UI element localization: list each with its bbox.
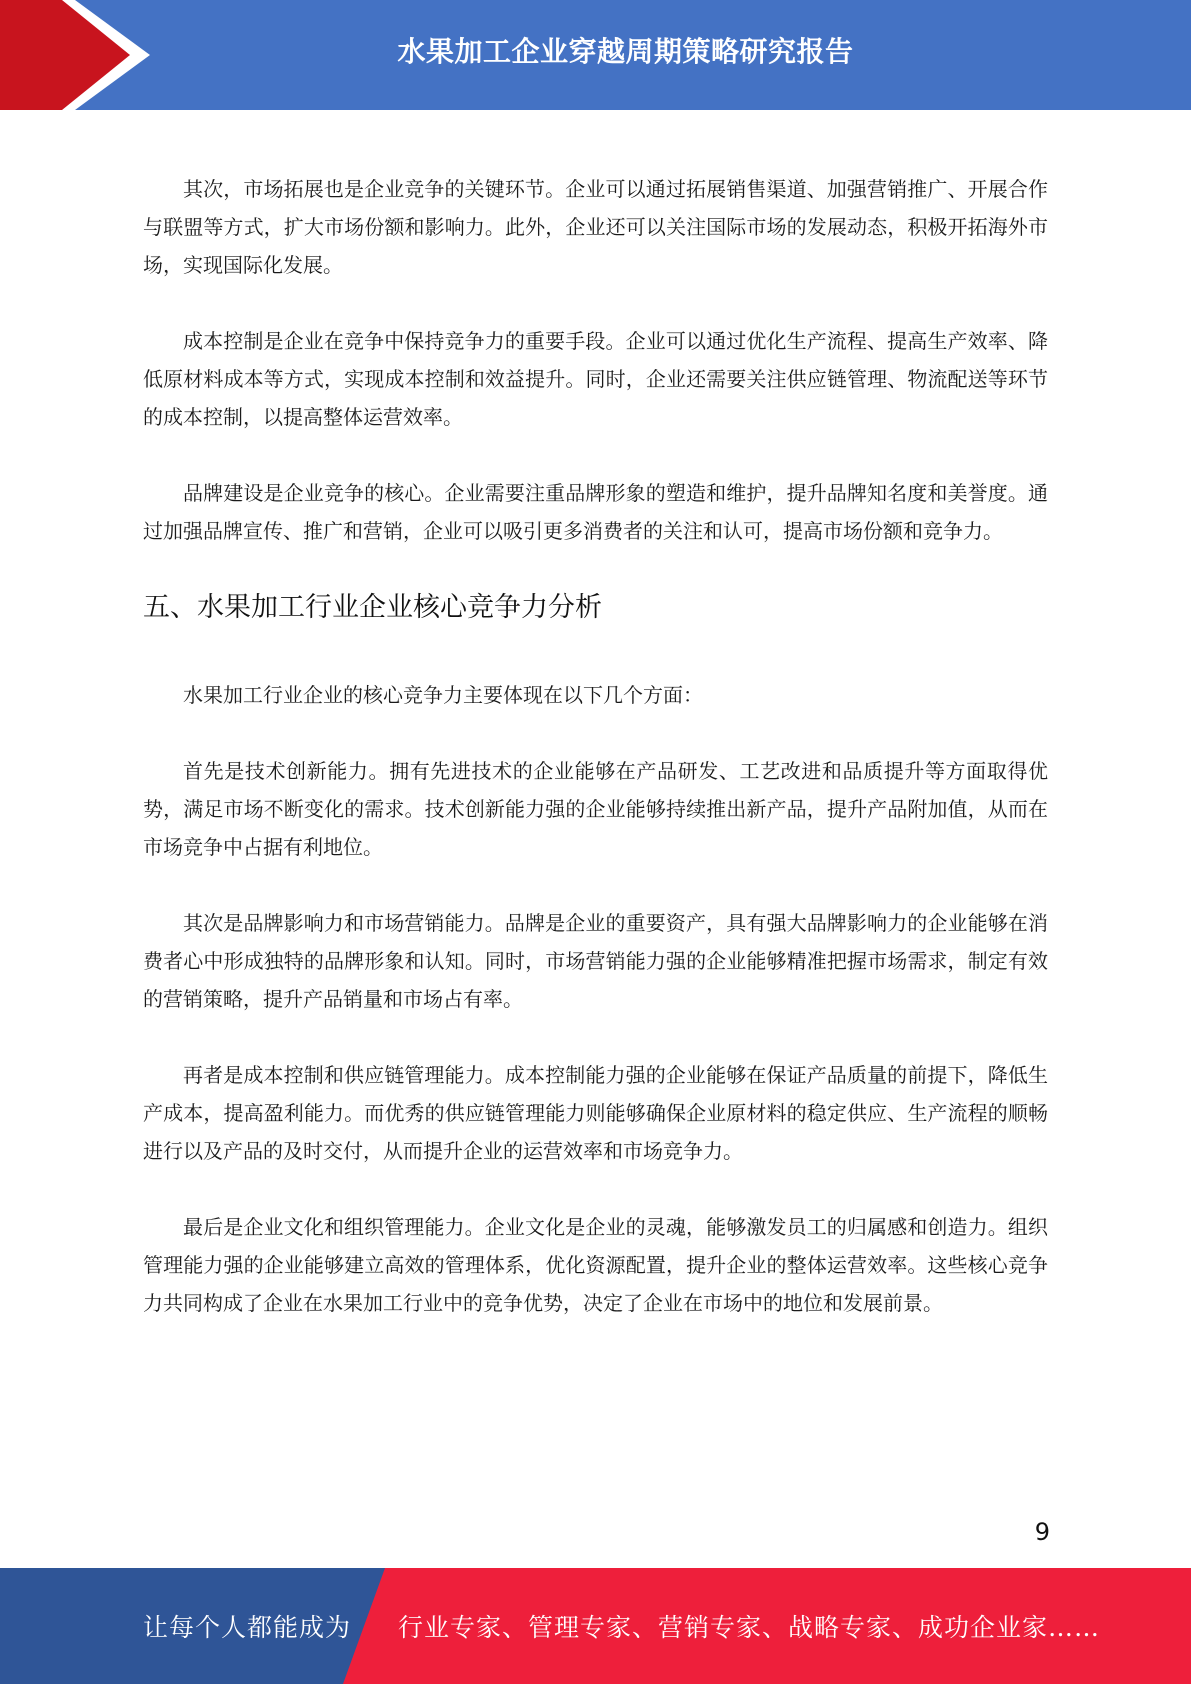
page-number: 9 <box>1034 1518 1050 1546</box>
report-title: 水果加工企业穿越周期策略研究报告 <box>397 35 854 68</box>
paragraph-brand-building: 品牌建设是企业竞争的核心。企业需要注重品牌形象的塑造和维护，提升品牌知名度和美誉度。通过加强品牌宣传、推广和营销，企业可以吸引更多消费者的关注和认可，提高市场份额和竞争力。 <box>143 481 1048 543</box>
paragraph-market-expansion: 其次，市场拓展也是企业竞争的关键环节。企业可以通过拓展销售渠道、加强营销推广、开展合作与联盟等方式，扩大市场份额和影响力。此外，企业还可以关注国际市场的发展动态，积极开拓海外市场，实现国际化发展。 <box>143 177 1048 277</box>
footer-slogan-right: 行业专家、管理专家、营销专家、战略专家、成功企业家…… <box>398 1613 1101 1642</box>
page-footer <box>0 1568 1191 1684</box>
section-heading: 五、水果加工行业企业核心竞争力分析 <box>143 592 602 623</box>
paragraph-culture-management: 最后是企业文化和组织管理能力。企业文化是企业的灵魂，能够激发员工的归属感和创造力。组织管理能力强的企业能够建立高效的管理体系，优化资源配置，提升企业的整体运营效率。这些核心竞争力共同构成了企业在水果加工行业中的竞争优势，决定了企业在市场中的地位和发展前景。 <box>143 1215 1048 1315</box>
paragraph-brand-marketing: 其次是品牌影响力和市场营销能力。品牌是企业的重要资产，具有强大品牌影响力的企业能够在消费者心中形成独特的品牌形象和认知。同时，市场营销能力强的企业能够精准把握市场需求，制定有效的营销策略，提升产品销量和市场占有率。 <box>143 911 1048 1011</box>
paragraph-supply-chain: 再者是成本控制和供应链管理能力。成本控制能力强的企业能够在保证产品质量的前提下，降低生产成本，提高盈利能力。而优秀的供应链管理能力则能够确保企业原材料的稳定供应、生产流程的顺畅进行以及产品的及时交付，从而提升企业的运营效率和市场竞争力。 <box>143 1063 1048 1163</box>
footer-slogan-left: 让每个人都能成为 <box>143 1613 352 1642</box>
page-header <box>0 0 1191 110</box>
paragraph-intro: 水果加工行业企业的核心竞争力主要体现在以下几个方面： <box>183 683 703 707</box>
main-content <box>143 170 1048 1360</box>
paragraph-tech-innovation: 首先是技术创新能力。拥有先进技术的企业能够在产品研发、工艺改进和品质提升等方面取得优势，满足市场不断变化的需求。技术创新能力强的企业能够持续推出新产品，提升产品附加值，从而在市场竞争中占据有利地位。 <box>143 759 1048 859</box>
paragraph-cost-control: 成本控制是企业在竞争中保持竞争力的重要手段。企业可以通过优化生产流程、提高生产效率、降低原材料成本等方式，实现成本控制和效益提升。同时，企业还需要关注供应链管理、物流配送等环节的成本控制，以提高整体运营效率。 <box>143 329 1048 429</box>
